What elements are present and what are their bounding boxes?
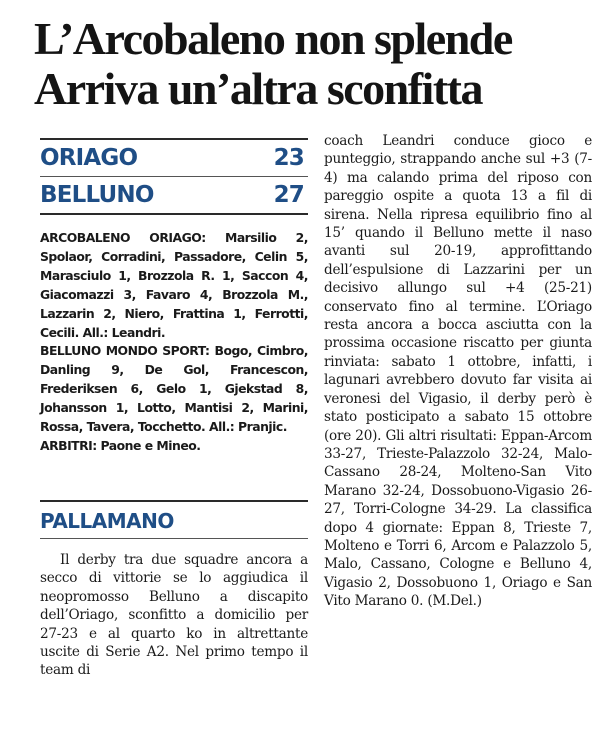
away-team-score: 27 [273,182,304,208]
headline [34,14,594,114]
away-team-name: BELLUNO [40,182,154,208]
referees: ARBITRI: Paone e Mineo. [40,437,201,453]
article-paragraph-left: Il derby tra due squadre ancora a secco di vittorie se lo aggiudica il neopromosso Belluno a discapito dell’Oriago, sconfitto a domicilio per 27-23 e al quarto ko in altrettante uscite di Serie A2. Nel primo tempo il team di [40,551,308,679]
headline-line-1: L’Arcobaleno non splende [34,13,512,64]
home-team-score: 23 [273,145,304,171]
score-row-away [40,177,308,215]
right-column [324,133,592,611]
article-body-right [324,132,592,611]
lineup-belluno: BELLUNO MONDO SPORT: Bogo, Cimbro, Danling 9, De Gol, Francescon, Frederiksen 6, Gelo 1, Gjekstad 8, Johansson 1, Lotto, Mantisi 2, Marini, Rossa, Tavera, Tocchetto. All.: Pranjic. [40,343,308,435]
headline-line-2: Arriva un’altra sconfitta [34,63,482,114]
scoreboard [40,138,308,215]
lineups [40,229,308,456]
lineup-oriago: ARCOBALENO ORIAGO: Marsilio 2, Spolaor, Corradini, Passadore, Celin 5, Marasciulo 1, Brozzola R. 1, Saccon 4, Giacomazzi 3, Favaro 4, Brozzola M., Lazzarin 2, Niero, Frattina 1, Ferrotti, Cecili. All.: Leandri. [40,230,308,340]
left-column [40,138,308,680]
score-row-home [40,140,308,177]
home-team-name: ORIAGO [40,145,138,171]
article-body-left [40,551,308,680]
section-title: PALLAMANO [40,500,308,539]
article-paragraph-right: coach Leandri conduce gioco e punteggio, strappando anche sul +3 (7-4) ma calando prima del riposo con pareggio ospite a quota 13 a fil di sirena. Nella ripresa equilibrio fino al 15’ quando il Belluno mette il naso avanti sul 20-19, approfittando dell’espulsione di Lazzarini per un decisivo allungo sul +4 (25-21) conservato fino al termine. L’Oriago resta ancora a bocca asciutta con la prossima occasione riscatto per giunta rinviata: sabato 1 ottobre, infatti, i lagunari avrebbero dovuto far visita ai veronesi del Vigasio, il derby però è stato posticipato a sabato 15 ottobre (ore 20). Gli altri risultati: Eppan-Arcom 33-27, Trieste-Palazzolo 32-24, Malo-Cassano 28-24, Molteno-San Vito Marano 32-24, Dossobuono-Vigasio 26-27, Torri-Cologne 34-29. La classifica dopo 4 giornate: Eppan 8, Trieste 7, Molteno e Torri 6, Arcom e Palazzolo 5, Malo, Cassano, Cologne e Belluno 4, Vigasio 2, Dossobuono 1, Oriago e San Vito Marano 0. (M.Del.) [324,133,592,610]
